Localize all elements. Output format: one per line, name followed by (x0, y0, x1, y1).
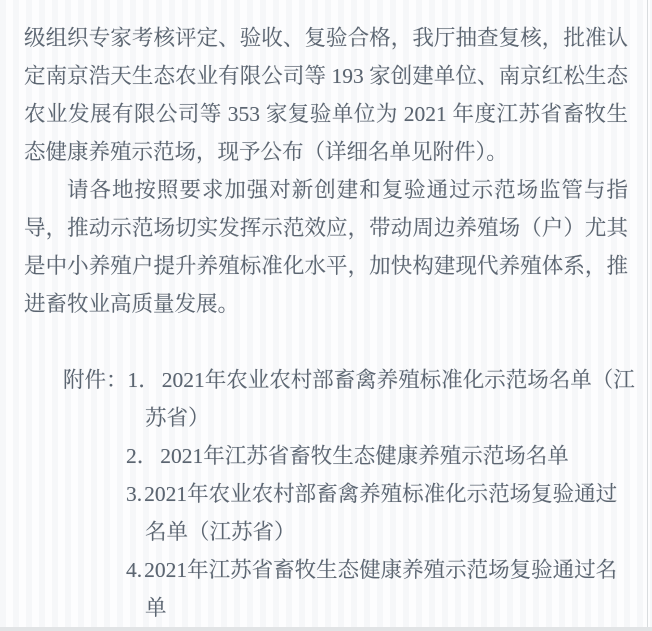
paragraph2-line4: 进畜牧业高质量发展。 (24, 292, 240, 316)
attachment-1-number: 1． (127, 368, 160, 392)
paragraph1-line4: 态健康养殖示范场，现予公布（详细名单见附件）。 (24, 140, 508, 164)
attachment-3 (126, 475, 628, 513)
scan-right-edge (647, 0, 648, 631)
attachment-1-continuation: 苏省） (145, 406, 210, 430)
attachment-2-number: 2． (126, 444, 159, 468)
scan-bottom-edge (0, 627, 652, 631)
paragraph2-line2: 导，推动示范场切实发挥示范效应，带动周边养殖场（户）尤其 (24, 216, 628, 240)
document-body (24, 0, 635, 627)
attachment-3-title: 2021年农业农村部畜禽养殖标准化示范场复验通过 (144, 482, 618, 506)
attachments-label: 附件： (63, 368, 128, 392)
attachment-3-number: 3. (126, 482, 143, 506)
paragraph1-line2: 定南京浩天生态农业有限公司等 193 家创建单位、南京红松生态 (24, 64, 628, 88)
attachment-4-number: 4. (126, 558, 143, 582)
attachment-2 (126, 437, 628, 475)
paragraph1-line3: 农业发展有限公司等 353 家复验单位为 2021 年度江苏省畜牧生 (24, 102, 628, 126)
attachments-heading (63, 361, 635, 399)
paragraph2-line1: 请各地按照要求加强对新创建和复验通过示范场监管与指 (67, 178, 628, 202)
paragraph-gap (24, 323, 628, 361)
attachment-4-continuation: 单 (145, 596, 167, 620)
paragraph1-line1: 级组织专家考核评定、验收、复验合格，我厅抽查复核，批准认 (24, 26, 628, 50)
attachment-3-continuation: 名单（江苏省） (145, 520, 296, 544)
attachment-1-title: 2021年农业农村部畜禽养殖标准化示范场名单（江 (161, 368, 635, 392)
attachment-2-title: 2021年江苏省畜牧生态健康养殖示范场名单 (160, 444, 569, 468)
attachment-4-title: 2021年江苏省畜牧生态健康养殖示范场复验通过名 (144, 558, 618, 582)
attachment-4 (126, 551, 628, 589)
paragraph2-line3: 是中小养殖户提升养殖标准化水平，加快构建现代养殖体系，推 (24, 254, 628, 278)
